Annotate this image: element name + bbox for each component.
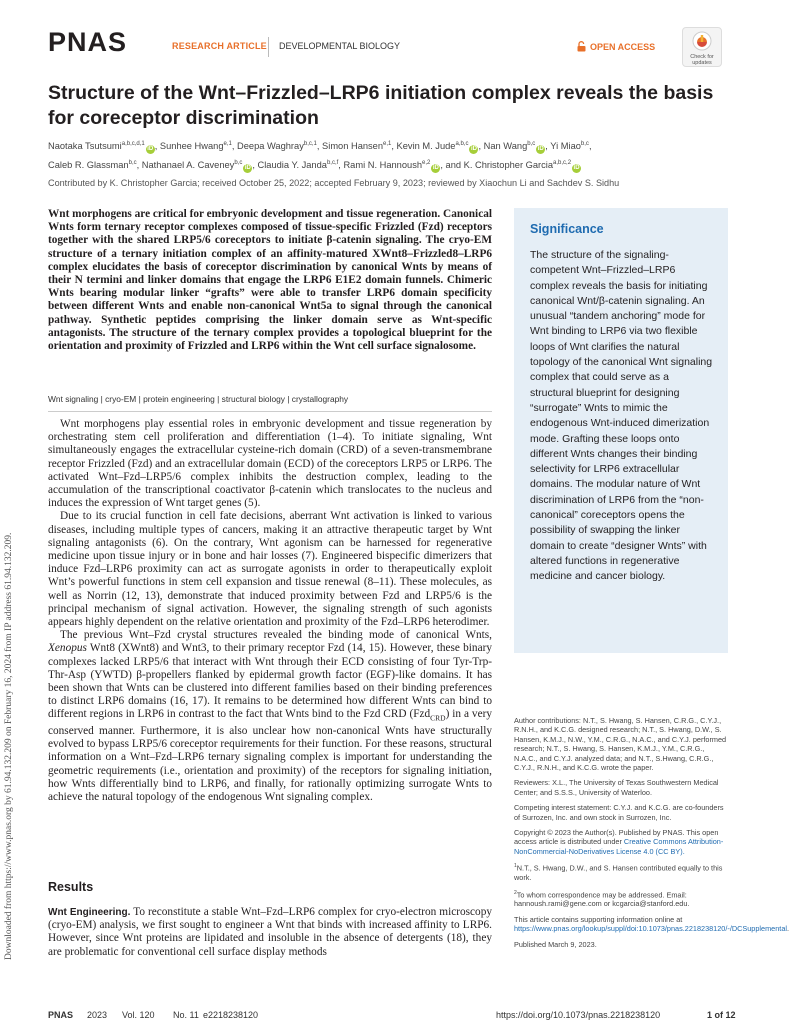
results-paragraph: Wnt Engineering. To reconstitute a stable Wnt–Fzd–LRP6 complex for cryo-electron microscopy (cryo-EM) analysis, we first sought to engineer a Wnt that binds with increased affinity to LRP6. However, since Wnt proteins are lipidated and insoluble in the absence of detergents (18), they are problematic for conventional cell surface display methods <box>48 906 492 958</box>
footer-year: 2023 <box>87 1010 108 1020</box>
author-contributions: Author contributions: N.T., S. Hwang, S. Hansen, C.R.G., C.Y.J., R.N.H., and K.C.G. designed research; N.T., S. Hwang, D.W., S. Hansen, K.M.J., N.W., Y.M., C.R.G., N.A.C., and C.Y.J. performed research; N.T., S. Hwang, S. Hansen, K.M.J., Y.M., C.R.G., N.A.C., and C.Y.J. analyzed data; and N.T., S.Hwang, C.R.G., C.Y.J., R.N.H., and K.C.G. wrote the paper. <box>514 716 727 773</box>
keywords-divider <box>48 411 492 412</box>
author-link[interactable]: Yi Miao <box>550 141 581 152</box>
subsection-heading: Wnt Engineering. <box>48 907 131 918</box>
page-footer <box>0 1010 768 1024</box>
paragraph: Wnt morphogens play essential roles in embryonic development and tissue regeneration by orchestrating stem cell proliferation and differentiation (1–4). To initiate signaling, Wnt simultaneously engages the extracellular cysteine-rich domain (CRD) of a seven-transmembrane receptor Frizzled (Fzd) and an extracellular domain (ECD) of the coreceptors LRP5 or LRP6. The activated Wnt–Fzd–LRP5/6 complex inhibits the destruction complex, leading to the accumulation of the transcriptional coactivator β-catenin which translocates to the nucleus and induces the expression of Wnt target genes (5). <box>48 418 492 510</box>
orcid-icon[interactable]: iD <box>470 146 477 153</box>
keywords: Wnt signaling | cryo-EM | protein engineering | structural biology | crystallography <box>48 394 349 404</box>
footer-volume: Vol. 120 <box>122 1010 155 1020</box>
article-notes <box>514 716 789 955</box>
page-number: 1 of 12 <box>707 1010 736 1020</box>
reviewers: Reviewers: X.L., The University of Texas Southwestern Medical Center; and S.S.S., University of Waterloo. <box>514 778 719 797</box>
significance-text: The structure of the signaling-competent Wnt–Frizzled–LRP6 complex reveals the basis for initiating canonical Wnt/β-catenin signaling. An unusual “tandem anchoring” mode for Wnt binding to LRP6 via two flexible loops of Wnt clarifies the natural topology of the canonical Wnt signaling complex that could serve as a structural blueprint for designing “surrogate” Wnts to mimic the endogenous Wnt-induced dimerization mode. Grafting these loops onto different Wnts changes their binding selectivity for LRP6 extracellular domains. The modular nature of Wnt discrimination of LRP6 from the “non-canonical” coreceptors opens the possibility of swapping the linker domain to create “designer Wnts” with altered functions in regenerative medicine and cancer biology. <box>530 249 713 583</box>
open-access-badge[interactable] <box>577 41 655 52</box>
orcid-icon[interactable]: iD <box>147 146 154 153</box>
page-header <box>0 0 768 72</box>
author-link[interactable]: Kevin M. Jude <box>396 141 456 152</box>
introduction <box>48 418 492 804</box>
published-date: Published March 9, 2023. <box>514 939 597 949</box>
license-link[interactable]: Creative Commons Attribution-NonCommercial-NoDerivatives License 4.0 (CC BY). <box>514 837 724 856</box>
significance-box <box>514 208 728 653</box>
competing-interest: Competing interest statement: C.Y.J. and K.C.G. are co-founders of Surrozen, Inc. and own stock in Surrozen, Inc. <box>514 803 724 822</box>
download-watermark: Downloaded from https://www.pnas.org by 61.94.132.209 on February 16, 2024 from IP address 61.94.132.209. <box>4 532 14 960</box>
author-link[interactable]: Claudia Y. Janda <box>257 160 327 171</box>
footnote-1: $^1$N.T., S. Hwang, D.W., and S. Hansen contributed equally to this work. <box>514 863 723 883</box>
orcid-icon[interactable]: iD <box>573 165 580 172</box>
author-link[interactable]: Rami N. Hannoush <box>343 160 423 171</box>
supporting-info-link[interactable]: https://www.pnas.org/lookup/suppl/doi:10.1073/pnas.2218238120/-/DCSupplemental <box>514 924 788 934</box>
subject-label: DEVELOPMENTAL BIOLOGY <box>279 41 401 51</box>
author-link[interactable]: Sunhee Hwang <box>159 141 224 152</box>
paragraph: Due to its crucial function in cell fate decisions, aberrant Wnt activation is linked to various diseases, including multiple types of cancers, making it an attractive therapeutic target by Wnt signaling antagonists (6). On the contrary, Wnt agonism can be harnessed for regenerative medicine upon tissue injury or in bone and hair losses (7). Engineered bispecific dimerizers that induce Fzd–LRP6 proximity can act as surrogate agonists in order to therapeutically exploit Wnt’s powerful functions in stem cell expansion and tissue renewal (8–11). These molecules, as well as Norrin (12, 13), demonstrate that induced proximity between Fzd and LRP5/6 is the principal mechanism of signal activation. However, the signaling strength of such agonists appears highly dependent on the relative orientation and proximity of the Fzd–LRP6 heterodimer. <box>48 510 492 629</box>
author-link[interactable]: Nan Wang <box>483 141 528 152</box>
check-for-updates-button[interactable] <box>682 27 722 67</box>
journal-logo[interactable]: PNAS <box>48 27 128 57</box>
significance-title: Significance <box>530 222 604 236</box>
footer-article-id: e2218238120 <box>203 1010 259 1020</box>
open-access-label: OPEN ACCESS <box>590 41 656 52</box>
author-link[interactable]: Naotaka Tsutsumi <box>48 141 122 152</box>
footer-issue: No. 11 <box>173 1010 199 1020</box>
supporting-info: This article contains supporting information online at https://www.pnas.org/lookup/suppl/doi:10.1073/pnas.2218238120/-/DCSupplemental. <box>514 914 789 934</box>
author-link[interactable]: Nathanael A. Caveney <box>141 160 235 171</box>
check-for-updates-label: Check for updates <box>690 54 714 66</box>
article-type-label: RESEARCH ARTICLE <box>172 41 267 51</box>
author-link[interactable]: K. Christopher Garcia <box>463 160 554 171</box>
article-title: Structure of the Wnt–Frizzled–LRP6 initiation complex reveals the basis for coreceptor discrimination <box>48 82 714 129</box>
orcid-icon[interactable]: iD <box>537 146 544 153</box>
lock-open-icon <box>577 41 586 52</box>
header-divider <box>268 37 269 57</box>
author-link[interactable]: Caleb R. Glassman <box>48 160 129 171</box>
copyright: Copyright © 2023 the Author(s). Published by PNAS. This open access article is distributed under Creative Commons Attribution-NonCommercial-NoDerivatives License 4.0 (CC BY). <box>514 828 724 856</box>
footer-journal: PNAS <box>48 1010 74 1020</box>
author-list: Naotaka Tsutsumi$^{a,b,c,d,1}$iD , Sunhee Hwang$^{e,1}$, Deepa Waghray$^{b,c,1}$, Simon Hansen$^{e,1}$, Kevin M. Jude$^{a,b,c}$iD , Nan Wang$^{b,c}$iD , Yi Miao$^{b,c}$, Caleb R. Glassman$^{b,c}$, Nathanael A. Caveney$^{b,c}$iD , Claudia Y. Janda$^{b,c,f}$, Rami N. Hannoush$^{e,2}$iD , and K. Christopher Garcia$^{a,b,c,2}$iD <box>48 141 592 172</box>
orcid-icon[interactable]: iD <box>432 165 439 172</box>
results-heading: Results <box>48 880 94 894</box>
orcid-icon[interactable]: iD <box>244 165 251 172</box>
paragraph: The previous Wnt–Fzd crystal structures revealed the binding mode of canonical Wnts, Xenopus Wnt8 (XWnt8) and Wnt3, to their primary receptor Fzd (14, 15). However, these binary complexes lacked LRP5/6 that interact with Wnt through their ECD consisting of four Tyr-Trp-Thr-Asp (YWTD) β-propellers flanked by epidermal growth factor (EGF)-like domains. It has been shown that Wnts can be clustered into different families based on their binding preferences to distinct LRP6 domains (16, 17). It remains to be determined how different Wnts can bind to different regions in LRP6 in contrast to the fact that Wnts bind to the Fzd CRD (Fzd$_{CRD}$) in a very conserved manner. Furthermore, it is also unclear how non-canonical Wnts have structurally evolved to bypass LRP5/6 coreceptor requirements for their function. For these reasons, structural information on a Wnt–Fzd–LRP6 ternary signaling complex is important for understanding the geometric requirements (i.e., orientation and proximity) of the receptors for signaling initiation, how Wnts differentially bind to LRP6, and finally, for rationally optimizing surrogate Wnts to achieve the natural topology of the endogenous Wnt signaling complex. <box>48 629 493 803</box>
contribution-line: Contributed by K. Christopher Garcia; received October 25, 2022; accepted February 9, 2023; reviewed by Xiaochun Li and Sachdev S. Sidhu <box>48 178 620 188</box>
check-for-updates-icon <box>683 31 721 53</box>
footnote-2: $^2$To whom correspondence may be addressed. Email: hannoush.rami@gene.com or kcgarcia@stanford.edu. <box>514 889 690 909</box>
author-link[interactable]: Deepa Waghray <box>237 141 304 152</box>
author-link[interactable]: Simon Hansen <box>322 141 384 152</box>
footer-doi-link[interactable]: https://doi.org/10.1073/pnas.2218238120 <box>496 1010 661 1020</box>
abstract: Wnt morphogens are critical for embryonic development and tissue regeneration. Canonical Wnts form ternary receptor complexes composed of tissue-specific Frizzled (Fzd) receptors together with the shared LRP5/6 coreceptors to initiate β-catenin signaling. The cryo-EM structure of a ternary initiation complex of an affinity-matured XWnt8–Frizzled8–LRP6 complex elucidates the basis of coreceptor discrimination by canonical Wnts by means of their N termini and linker domains that engage the LRP6 E1E2 domain funnels. Chimeric Wnts bearing modular linker “grafts” were able to transfer LRP6 domain specificity between different Wnts and enable non-canonical Wnt5a to signal through the canonical pathway. Synthetic peptides comprising the linker domain serve as Wnt-specific antagonists. The structure of the ternary complex provides a topological blueprint for the orientation and proximity of Frizzled and LRP6 within the Wnt cell surface signalosome. <box>48 208 492 353</box>
